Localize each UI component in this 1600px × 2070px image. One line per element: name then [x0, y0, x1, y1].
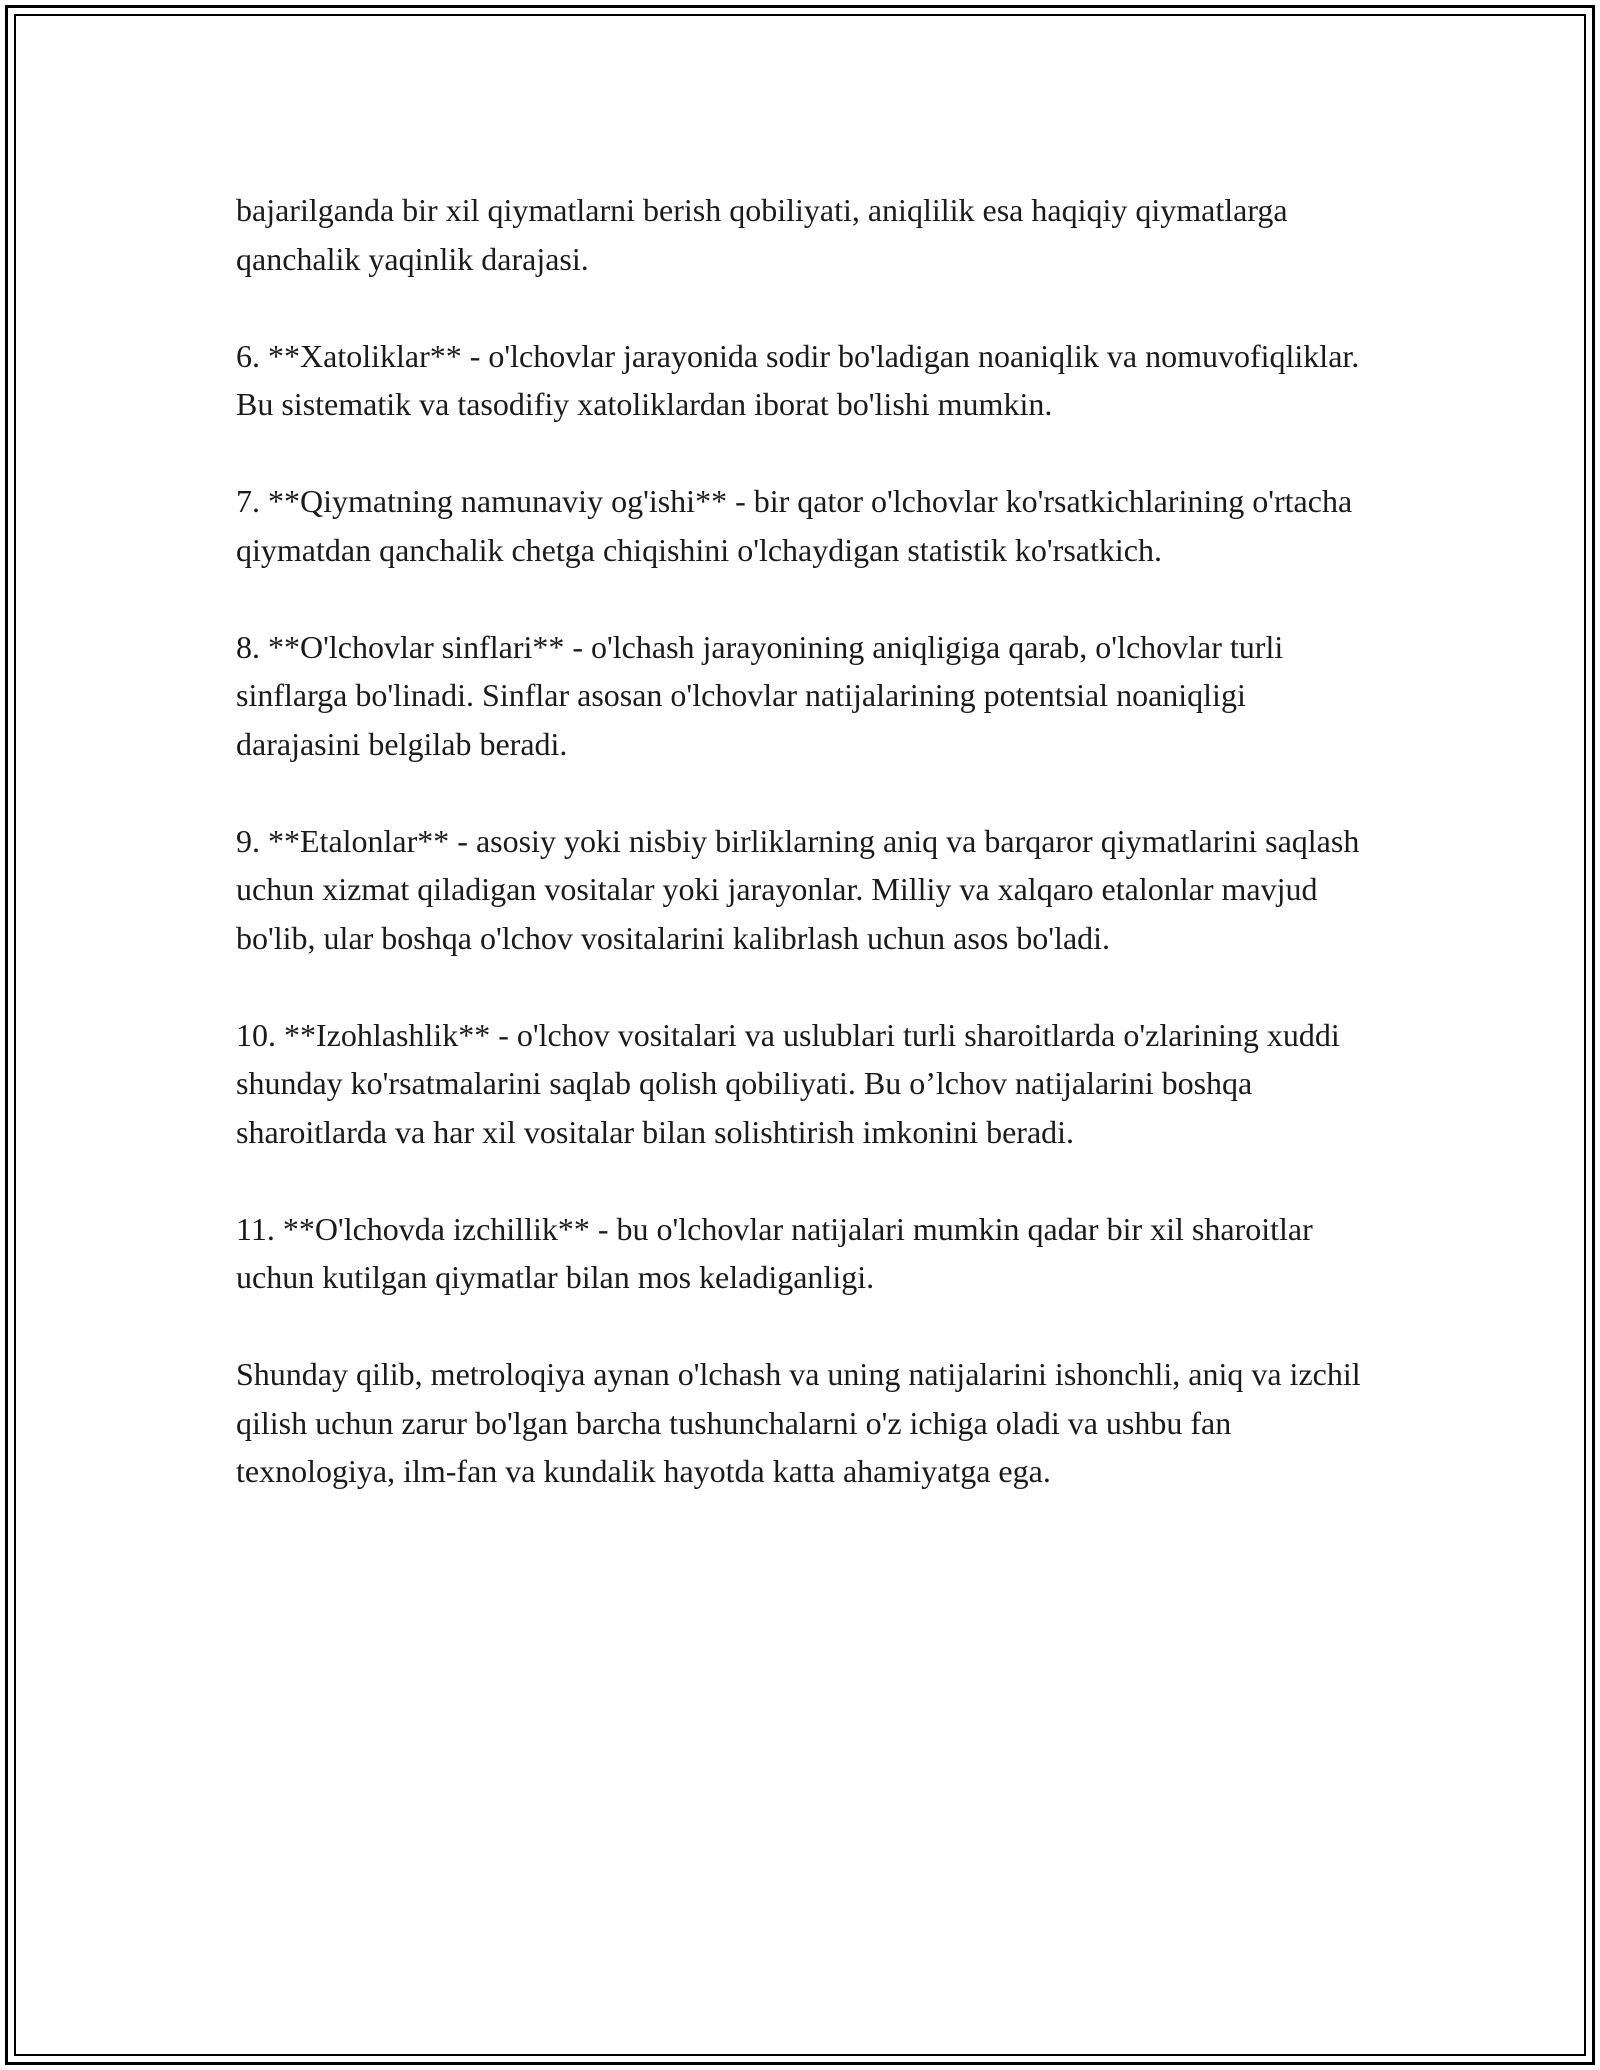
paragraph-continuation: bajarilganda bir xil qiymatlarni berish qobiliyati, aniqlilik esa haqiqiy qiymatlarga qanchalik yaqinlik darajasi.	[236, 192, 1288, 277]
paragraph-item-11: 11. **O'lchovda izchillik** - bu o'lchovlar natijalari mumkin qadar bir xil sharoitlar uchun kutilgan qiymatlar bilan mos keladiganligi.	[236, 1210, 1313, 1295]
paragraph-item-8: 8. **O'lchovlar sinflari** - o'lchash jarayonining aniqligiga qarab, o'lchovlar turli sinflarga bo'linadi. Sinflar asosan o'lchovlar natijalarining potentsial noaniqligi darajasini belgilab beradi.	[236, 628, 1284, 762]
paragraph-item-7: 7. **Qiymatning namunaviy og'ishi** - bir qator o'lchovlar ko'rsatkichlarining o'rtacha qiymatdan qanchalik chetga chiqishini o'lchaydigan statistik ko'rsatkich.	[236, 483, 1353, 568]
paragraph-item-6: 6. **Xatoliklar** - o'lchovlar jarayonida sodir bo'ladigan noaniqlik va nomuvofiqliklar. Bu sistematik va tasodifiy xatoliklardan iborat bo'lishi mumkin.	[236, 337, 1360, 422]
document-body	[236, 186, 1366, 1496]
paragraph-item-9: 9. **Etalonlar** - asosiy yoki nisbiy birliklarning aniq va barqaror qiymatlarini saqlash uchun xizmat qiladigan vositalar yoki jarayonlar. Milliy va xalqaro etalonlar mavjud bo'lib, ular boshqa o'lchov vositalarini kalibrlash uchun asos bo'ladi.	[236, 822, 1360, 956]
paragraph-item-10: 10. **Izohlashlik** - o'lchov vositalari va uslublari turli sharoitlarda o'zlarining xuddi shunday ko'rsatmalarini saqlab qolish qobiliyati. Bu o’lchov natijalarini boshqa sharoitlarda va har xil vositalar bilan solishtirish imkonini beradi.	[236, 1016, 1340, 1150]
paragraph-conclusion: Shunday qilib, metroloqiya aynan o'lchash va uning natijalarini ishonchli, aniq va izchil qilish uchun zarur bo'lgan barcha tushunchalarni o'z ichiga oladi va ushbu fan texnologiya, ilm-fan va kundalik hayotda katta ahamiyatga ega.	[236, 1356, 1361, 1489]
